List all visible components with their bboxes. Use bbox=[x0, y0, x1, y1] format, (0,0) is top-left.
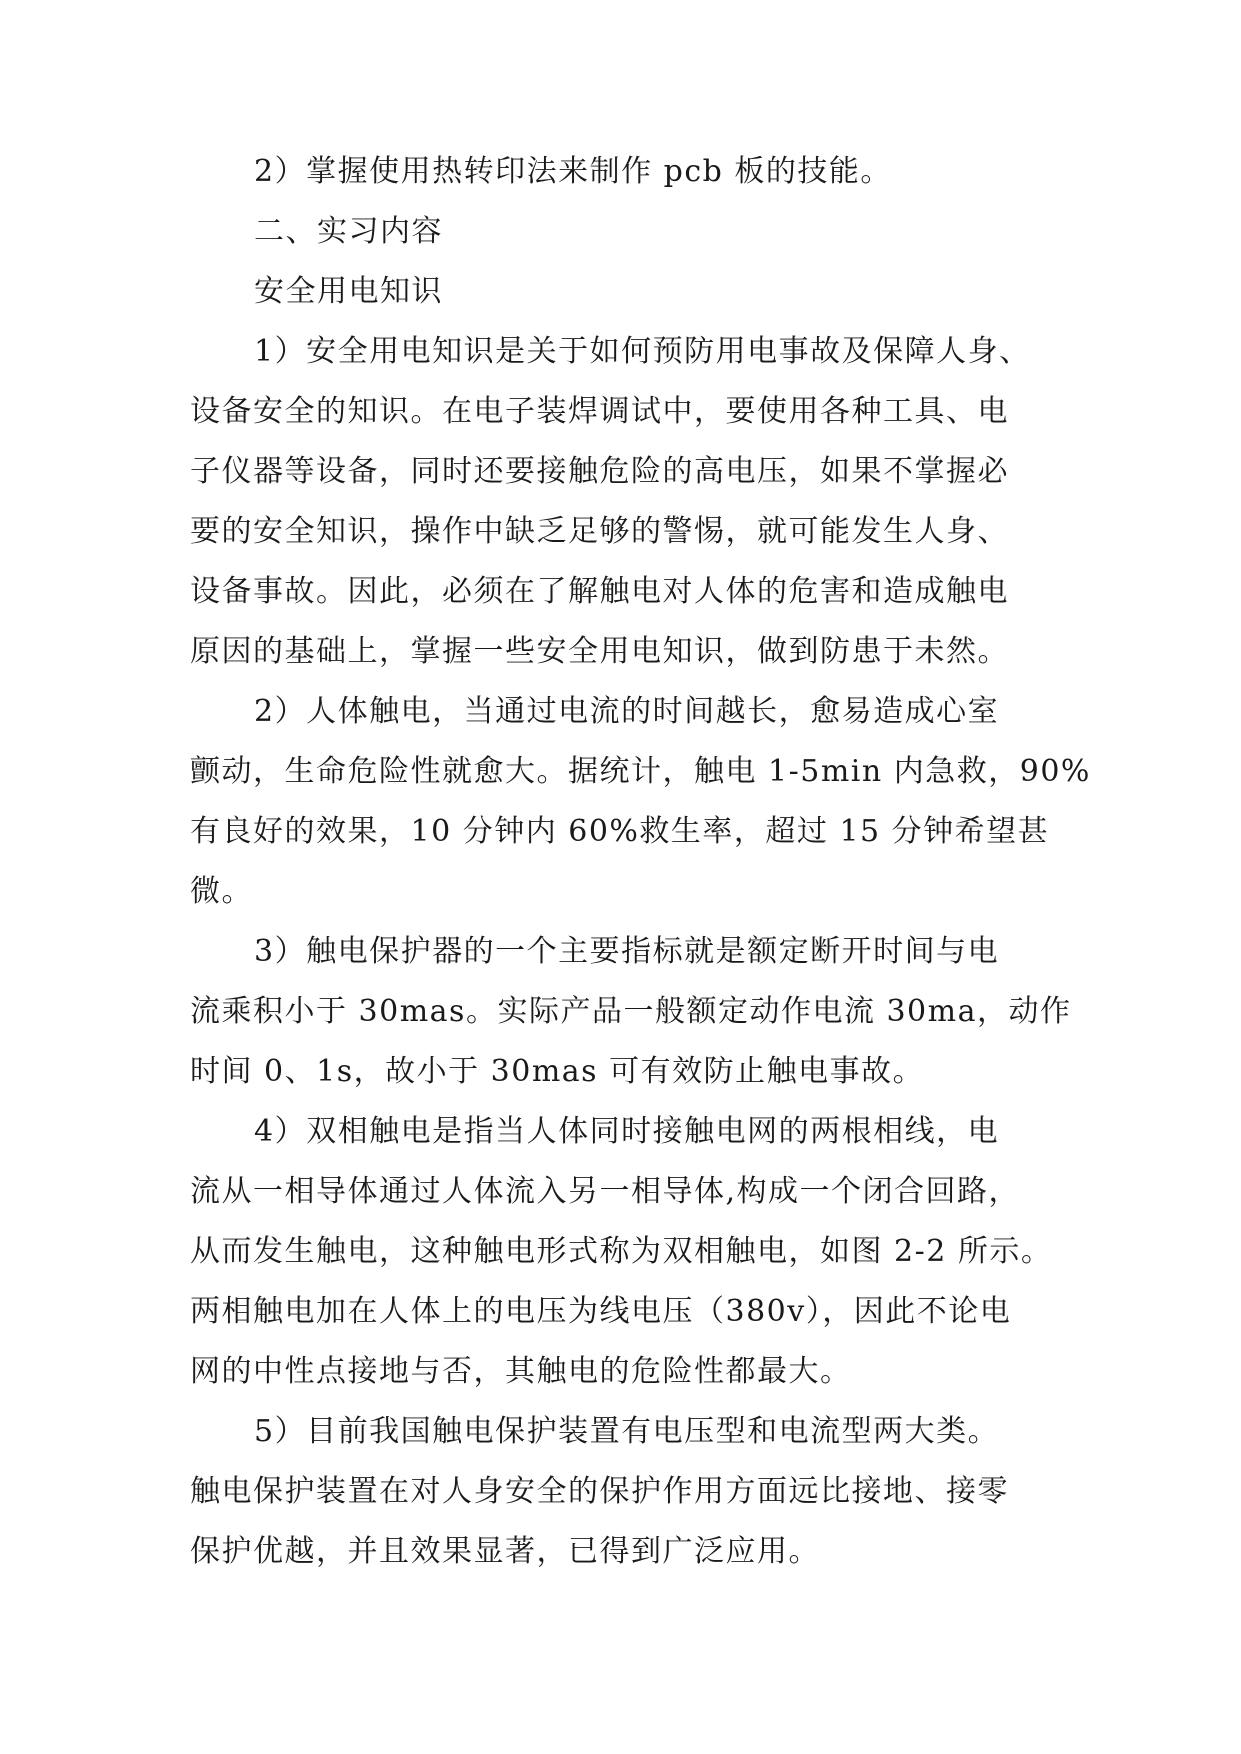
paragraph-3-line: 时间 0、1s，故小于 30mas 可有效防止触电事故。 bbox=[190, 1054, 925, 1089]
paragraph-1-line: 原因的基础上，掌握一些安全用电知识，做到防患于未然。 bbox=[190, 634, 1009, 669]
paragraph-2-line: 有良好的效果，10 分钟内 60%救生率，超过 15 分钟希望甚 bbox=[190, 814, 1050, 849]
paragraph-1-line: 要的安全知识，操作中缺乏足够的警惕，就可能发生人身、 bbox=[190, 514, 1009, 549]
paragraph-3-line: 3）触电保护器的一个主要指标就是额定断开时间与电 bbox=[254, 934, 1000, 969]
paragraph-5-line: 保护优越，并且效果显著，已得到广泛应用。 bbox=[190, 1534, 820, 1569]
paragraph-5-line: 触电保护装置在对人身安全的保护作用方面远比接地、接零 bbox=[190, 1474, 1009, 1509]
paragraph-3-line: 流乘积小于 30mas。实际产品一般额定动作电流 30ma，动作 bbox=[190, 994, 1072, 1029]
paragraph-4-line: 两相触电加在人体上的电压为线电压（380v），因此不论电 bbox=[190, 1294, 1012, 1329]
document-body bbox=[190, 154, 1091, 1594]
paragraph-4-line: 网的中性点接地与否，其触电的危险性都最大。 bbox=[190, 1354, 852, 1389]
paragraph-1-line: 子仪器等设备，同时还要接触危险的高电压，如果不掌握必 bbox=[190, 454, 1009, 489]
paragraph-2-line: 微。 bbox=[190, 874, 253, 909]
paragraph-2-line: 2）人体触电，当通过电流的时间越长，愈易造成心室 bbox=[254, 694, 1000, 729]
section-heading: 二、实习内容 bbox=[254, 214, 443, 249]
paragraph-4-line: 4）双相触电是指当人体同时接触电网的两根相线，电 bbox=[254, 1114, 1000, 1149]
text-line: 2）掌握使用热转印法来制作 pcb 板的技能。 bbox=[254, 154, 892, 189]
paragraph-4-line: 从而发生触电，这种触电形式称为双相触电，如图 2-2 所示。 bbox=[190, 1234, 1053, 1269]
paragraph-1-line: 1）安全用电知识是关于如何预防用电事故及保障人身、 bbox=[254, 334, 1031, 369]
paragraph-1-line: 设备事故。因此，必须在了解触电对人体的危害和造成触电 bbox=[190, 574, 1009, 609]
paragraph-5-line: 5）目前我国触电保护装置有电压型和电流型两大类。 bbox=[254, 1414, 1000, 1449]
paragraph-1-line: 设备安全的知识。在电子装焊调试中，要使用各种工具、电 bbox=[190, 394, 1009, 429]
subsection-heading: 安全用电知识 bbox=[254, 274, 443, 309]
paragraph-2-line: 颤动，生命危险性就愈大。据统计，触电 1-5min 内急救，90% bbox=[190, 754, 1091, 789]
paragraph-4-line: 流从一相导体通过人体流入另一相导体,构成一个闭合回路， bbox=[190, 1174, 1021, 1209]
